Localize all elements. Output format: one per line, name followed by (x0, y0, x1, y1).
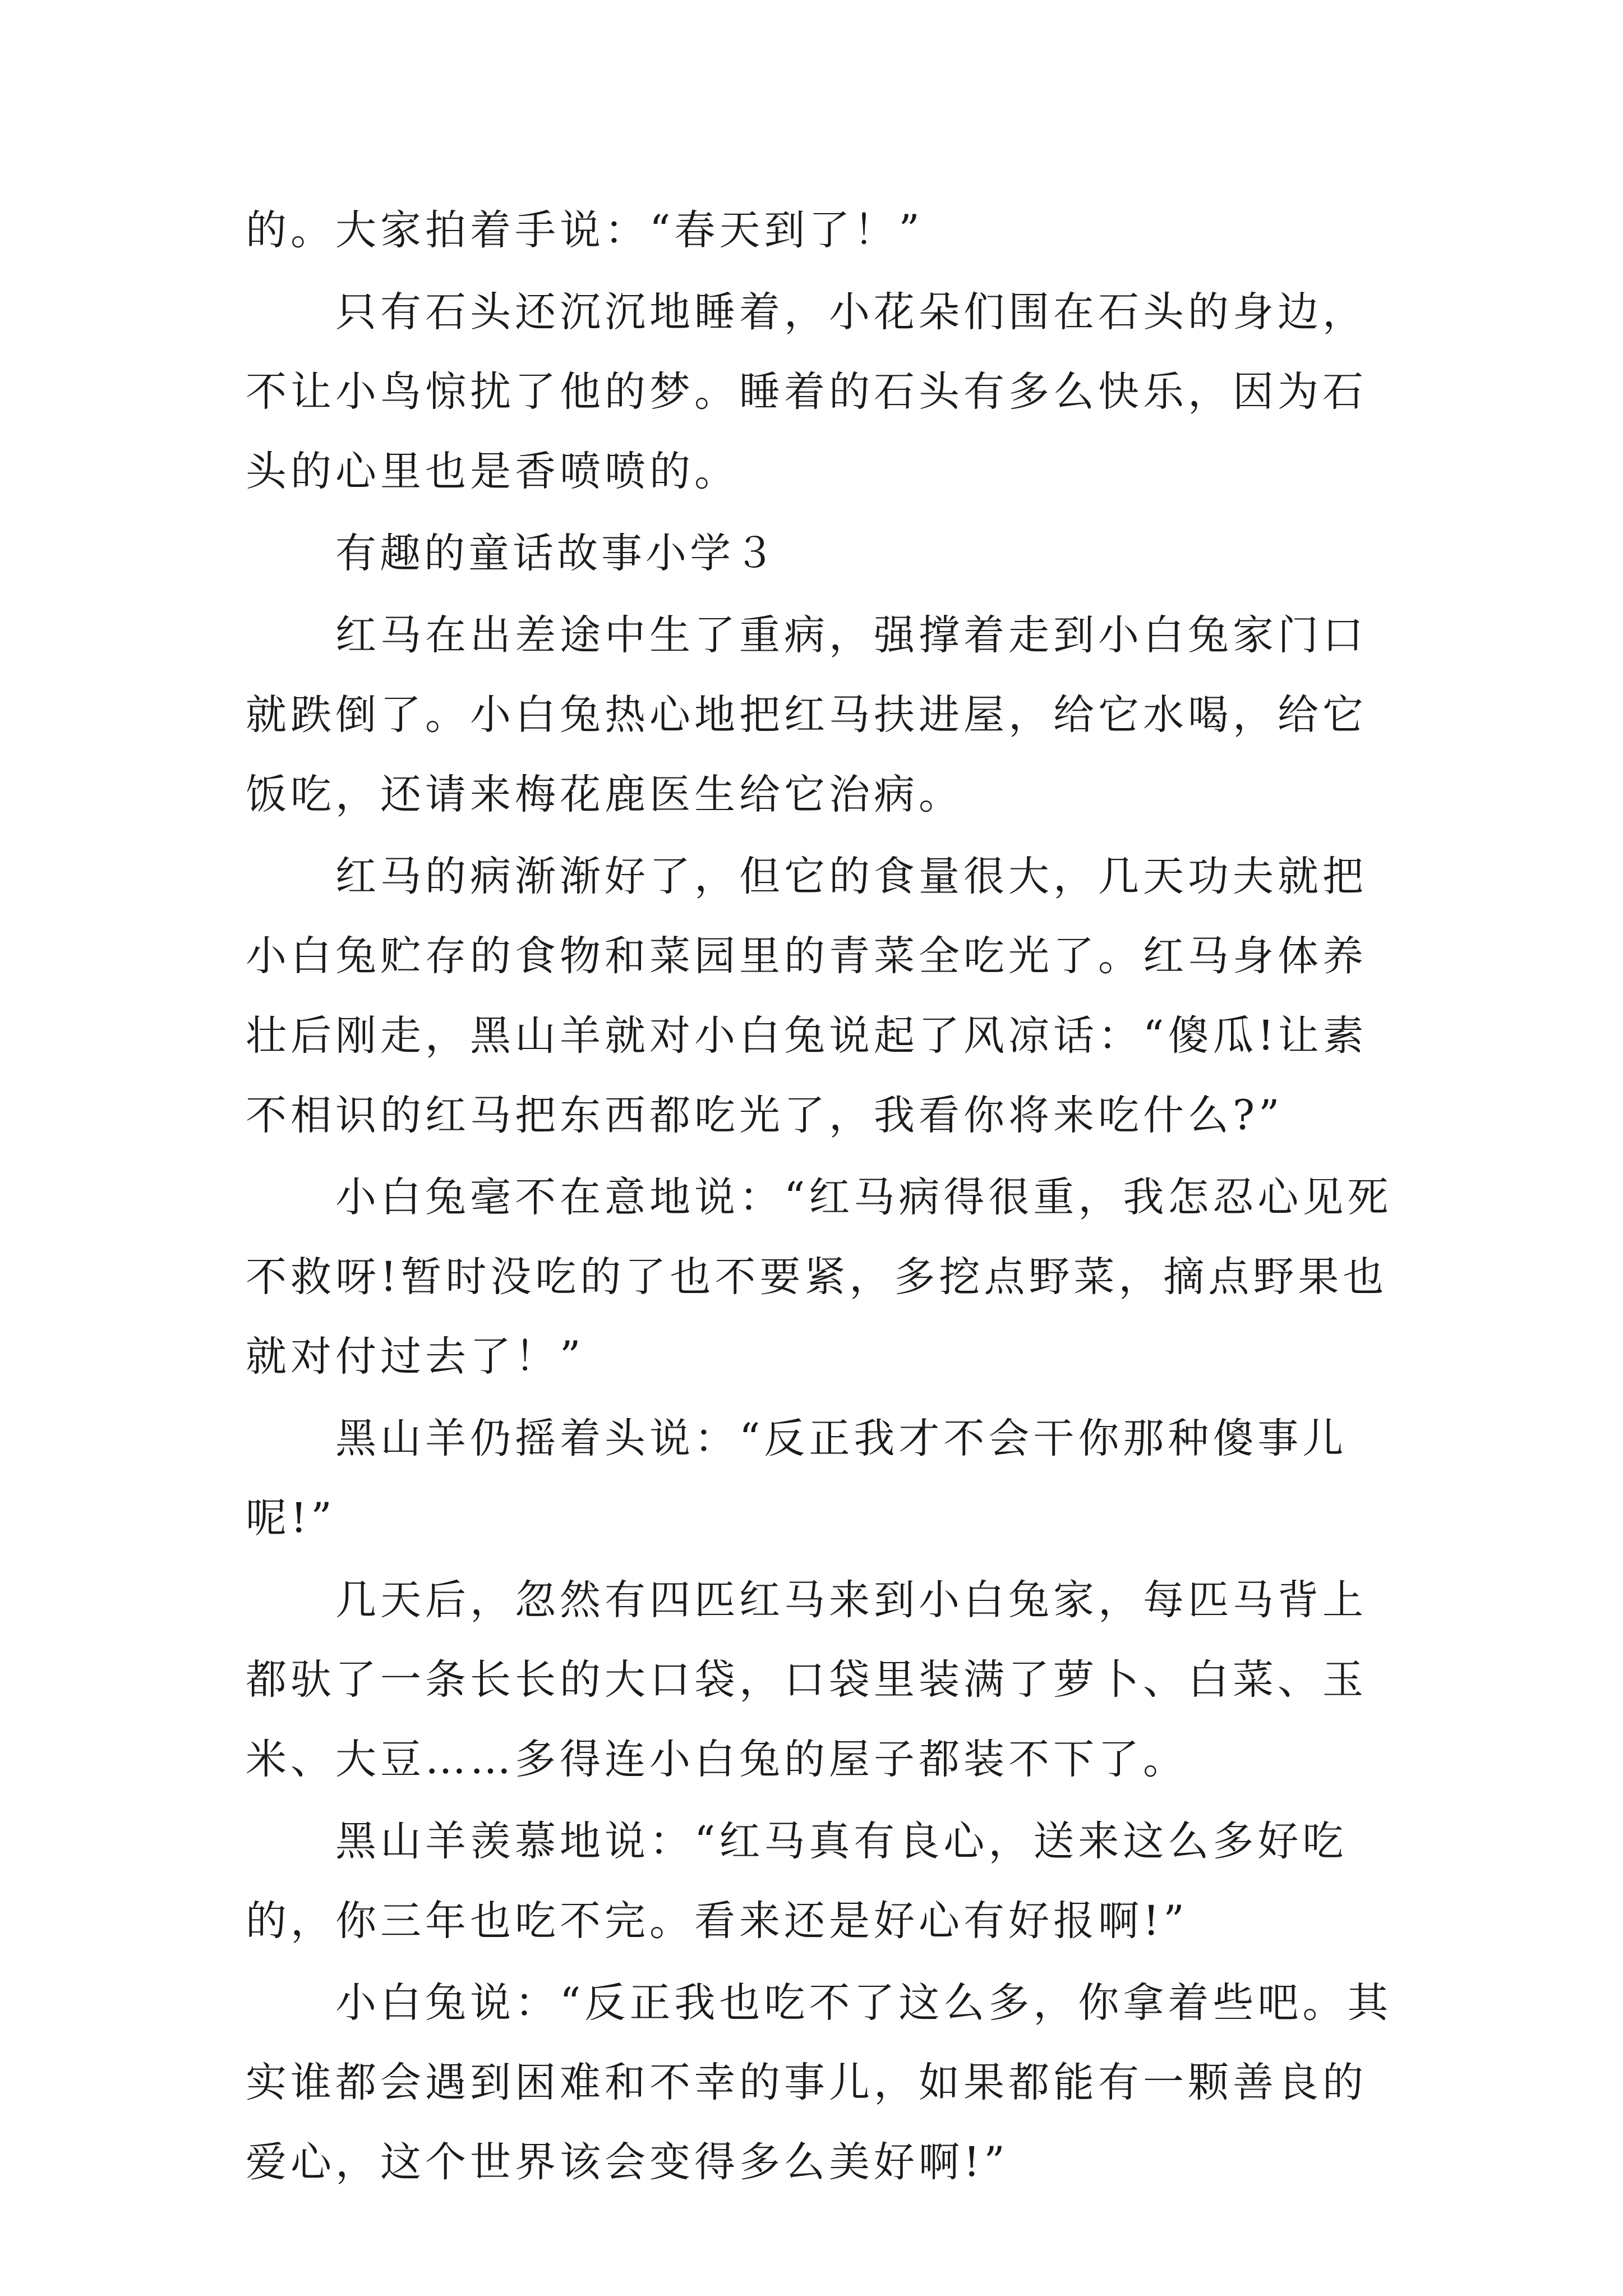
paragraph: 红马的病渐渐好了，但它的食量很大，几天功夫就把小白兔贮存的食物和菜园里的青菜全吃光了。红马身体养壮后刚走，黑山羊就对小白兔说起了风凉话：“傻瓜!让素不相识的红马把东西都吃光了，我看你将来吃什么?” (246, 853, 1368, 1139)
paragraph: 小白兔毫不在意地说：“红马病得很重，我怎忍心见死不救呀!暂时没吃的了也不要紧，多挖点野菜，摘点野果也就对付过去了！” (246, 1174, 1393, 1381)
paragraph: 的。大家拍着手说：“春天到了！” (246, 206, 924, 254)
paragraph: 红马在出差途中生了重病，强撑着走到小白兔家门口就跌倒了。小白兔热心地把红马扶进屋，给它水喝，给它饭吃，还请来梅花鹿医生给它治病。 (246, 611, 1367, 818)
section-heading: 有趣的童话故事小学３ (335, 530, 778, 577)
paragraph: 小白兔说：“反正我也吃不了这么多，你拿着些吧。其实谁都会遇到困难和不幸的事儿，如果都能有一颗善良的爱心，这个世界该会变得多么美好啊!” (246, 1979, 1393, 2186)
paragraph: 黑山羊仍摇着头说：“反正我才不会干你那种傻事儿呢!” (246, 1415, 1348, 1542)
document-body (246, 191, 1401, 2205)
paragraph: 几天后，忽然有四匹红马来到小白兔家，每匹马背上都驮了一条长长的大口袋，口袋里装满了萝卜、白菜、玉米、大豆……多得连小白兔的屋子都装不下了。 (246, 1576, 1367, 1783)
paragraph: 只有石头还沉沉地睡着，小花朵们围在石头的身边，不让小鸟惊扰了他的梦。睡着的石头有多么快乐，因为石头的心里也是香喷喷的。 (246, 288, 1367, 495)
paragraph: 黑山羊羡慕地说：“红马真有良心，送来这么多好吃的，你三年也吃不完。看来还是好心有好报啊!” (246, 1818, 1348, 1945)
